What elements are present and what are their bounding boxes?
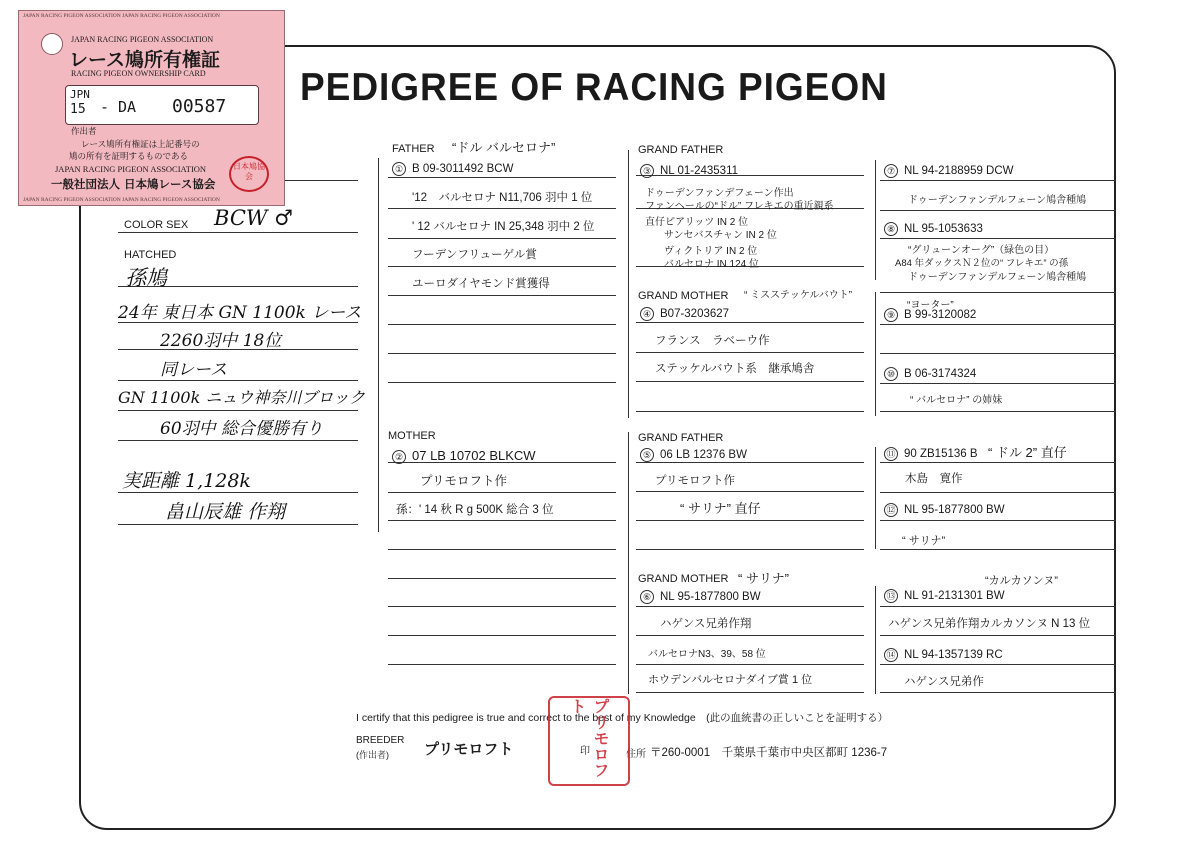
ownership-card xyxy=(18,10,285,206)
card-title-en: RACING PIGEON OWNERSHIP CARD xyxy=(71,69,206,78)
ring-number: NL 95-1053633 xyxy=(904,223,983,236)
gp-rule xyxy=(636,462,864,463)
ggp-rule xyxy=(880,635,1116,636)
card-assoc-footer: JAPAN RACING PIGEON ASSOCIATION xyxy=(55,164,207,174)
ggp-name: “ヨーター” xyxy=(907,300,954,311)
ggp-note: ドゥーデンファンデルフェーン鳩舎種鳩 xyxy=(908,195,1087,206)
ggp-note: ハゲンス兄弟作 xyxy=(904,676,984,688)
card-country: JPN xyxy=(70,88,90,101)
father-rule xyxy=(388,208,616,209)
father-record: ' 12 バルセロナ IN 25,348 羽中 2 位 xyxy=(412,221,595,233)
ggp-rule xyxy=(880,411,1116,412)
father-record: ユーロダイヤモンド賞獲得 xyxy=(412,278,550,290)
address-label: 住所 xyxy=(626,749,646,760)
father-label: FATHER xyxy=(392,143,435,155)
ggp-rule xyxy=(880,664,1116,665)
handwritten-line: 孫鳩 xyxy=(125,266,167,290)
association-seal: 日本鳩協会 xyxy=(229,156,269,192)
ggp-rule xyxy=(880,520,1116,521)
gp-rule xyxy=(636,352,864,353)
breeder-label-jp: (作出者) xyxy=(356,750,389,760)
ggp-ring xyxy=(884,589,1005,603)
grandmother-note: ハゲンス兄弟作翔 xyxy=(660,618,752,630)
ggp-rule xyxy=(880,324,1116,325)
card-issuer-label: 作出者 xyxy=(71,127,97,137)
grandfather-label: GRAND FATHER xyxy=(638,144,724,156)
grandfather-note: 直仔ピアリッツ IN 2 位 xyxy=(645,217,749,228)
grandmother-note: ステッケルバウト系 継承鳩舎 xyxy=(655,363,815,375)
mother-rule xyxy=(388,664,616,665)
grandfather-label: GRAND FATHER xyxy=(638,432,724,444)
grandmother-ring xyxy=(640,590,761,604)
pedigree-index: ⑨ xyxy=(884,308,898,322)
ggp-note: ドゥーデンファンデルフェーン鳩舎種鳩 xyxy=(908,272,1087,283)
father-name: “ドル バルセロナ” xyxy=(452,140,556,155)
ggp-rule xyxy=(880,238,1116,239)
grandmother-name: “ ミスステッケルバウト” xyxy=(744,290,853,301)
card-number: 00587 xyxy=(172,96,227,117)
pedigree-index: ③ xyxy=(640,164,654,178)
card-year: 15 xyxy=(70,102,86,117)
card-dash: - xyxy=(100,98,110,116)
father-rule xyxy=(388,382,616,383)
card-title-jp: レース鳩所有権証 xyxy=(69,49,221,71)
gp-rule xyxy=(636,491,864,492)
gp-rule xyxy=(636,692,864,693)
grandmother-name: “ サリナ” xyxy=(738,571,790,586)
punch-hole xyxy=(41,33,63,55)
pedigree-index: ⑥ xyxy=(640,590,654,604)
grandfather-note: ドゥーデンファンデフェーン作出 xyxy=(645,188,794,199)
hatched-label: HATCHED xyxy=(124,249,177,261)
ggp-ring xyxy=(884,222,983,236)
grandmother-note: ホウデンバルセロナダイブ賞 1 位 xyxy=(648,674,813,686)
ggp-ring xyxy=(884,164,1014,178)
mother-label: MOTHER xyxy=(388,430,436,442)
gp-rule xyxy=(636,411,864,412)
band-number-box xyxy=(65,85,259,125)
ggp-name: “ ドル 2” 直仔 xyxy=(988,445,1067,460)
mother-record: プリモロフト作 xyxy=(420,474,508,488)
subject-rule xyxy=(118,440,358,441)
grandfather-note: プリモロフト作 xyxy=(655,475,736,487)
ggp-rule xyxy=(880,353,1116,354)
grandfather-note: ヴィクトリア IN 2 位 xyxy=(664,246,758,257)
grandfather-note: “ サリナ” 直仔 xyxy=(680,501,761,516)
ggp-note: A84 年ダックスＮ２位の“ フレキエ” の孫 xyxy=(895,258,1069,269)
tree-connector-gm2 xyxy=(875,586,876,694)
ggp-rule xyxy=(880,606,1116,607)
seal-text: プリモロフト xyxy=(568,698,610,778)
gp-rule xyxy=(636,635,864,636)
tree-connector-gf2 xyxy=(875,447,876,549)
mother-ring xyxy=(392,448,536,464)
gp-rule xyxy=(636,322,864,323)
gp-rule xyxy=(636,520,864,521)
ring-number: 06 LB 12376 BW xyxy=(660,449,747,462)
handwritten-line: 畠山辰雄 作翔 xyxy=(165,501,286,523)
pedigree-index: ⑫ xyxy=(884,503,898,517)
ggp-ring xyxy=(884,503,1005,517)
mother-record: 孫：' 14 秋 R g 500K 総合 3 位 xyxy=(396,504,554,516)
pedigree-index: ⑩ xyxy=(884,367,898,381)
ring-number: 90 ZB15136 B xyxy=(904,448,978,461)
father-rule xyxy=(388,177,616,178)
tree-connector-mother xyxy=(628,432,629,694)
tree-connector-subject xyxy=(378,158,379,532)
mother-rule xyxy=(388,635,616,636)
card-edge-text: JAPAN RACING PIGEON ASSOCIATION JAPAN RACING PIGEON ASSOCIATION xyxy=(23,13,220,19)
pedigree-index: ④ xyxy=(640,307,654,321)
gp-rule xyxy=(636,664,864,665)
father-rule xyxy=(388,266,616,267)
pedigree-index: ⑦ xyxy=(884,164,898,178)
father-ring xyxy=(392,162,513,176)
breeder-label: BREEDER xyxy=(356,735,405,746)
ggp-ring xyxy=(884,447,978,461)
handwritten-line: 60羽中 総合優勝有り xyxy=(160,419,324,439)
ggp-note: “グリューンオーグ”（緑色の目） xyxy=(908,245,1055,256)
ggp-ring xyxy=(884,367,976,381)
ggp-rule xyxy=(880,462,1116,463)
color-sex-value: BCW ♂ xyxy=(214,206,293,230)
grandmother-note: バルセロナN3、39、58 位 xyxy=(648,649,766,660)
ggp-note: ハゲンス兄弟作翔カルカソンヌ N 13 位 xyxy=(888,618,1091,630)
ggp-note: 木島 寛作 xyxy=(905,473,963,485)
ggp-rule xyxy=(880,180,1116,181)
card-note: 鳩の所有を証明するものである xyxy=(69,152,189,162)
gp-rule xyxy=(636,549,864,550)
ring-number: NL 95-1877800 BW xyxy=(660,591,761,604)
card-code: DA xyxy=(118,98,137,116)
handwritten-line: 同レース xyxy=(160,360,228,380)
ggp-name: “カルカソンヌ” xyxy=(985,575,1058,587)
grandmother-label: GRAND MOTHER xyxy=(638,573,729,585)
tree-connector-gm1 xyxy=(875,292,876,416)
handwritten-line: 実距離 1,128k xyxy=(122,470,251,492)
ring-number: NL 91-2131301 BW xyxy=(904,590,1005,603)
pedigree-index: ① xyxy=(392,162,406,176)
grandmother-ring xyxy=(640,307,729,321)
ring-number: B07-3203627 xyxy=(660,308,730,321)
grandfather-ring xyxy=(640,448,747,462)
handwritten-line: 24年 東日本 GN 1100k レース xyxy=(118,303,362,323)
ggp-note: “ サリナ” xyxy=(902,535,946,547)
mother-rule xyxy=(388,549,616,550)
subject-rule xyxy=(118,380,358,381)
ggp-rule xyxy=(880,383,1116,384)
pedigree-index: ⑬ xyxy=(884,589,898,603)
card-assoc-en: JAPAN RACING PIGEON ASSOCIATION xyxy=(71,35,214,44)
ggp-rule xyxy=(880,492,1116,493)
certify-statement: I certify that this pedigree is true and correct to the best of my Knowledge (此の血統書の正しいことを証明する） xyxy=(356,712,889,724)
father-rule xyxy=(388,353,616,354)
ggp-ring xyxy=(884,308,976,322)
subject-rule xyxy=(118,232,358,233)
mother-rule xyxy=(388,578,616,579)
ring-number: B 99-3120082 xyxy=(904,309,977,322)
ring-number: B 09-3011492 BCW xyxy=(412,163,514,176)
gp-rule xyxy=(636,606,864,607)
ggp-rule xyxy=(880,692,1116,693)
grandfather-note: ファンヘールの“ドル” フレキエの重近親系 xyxy=(645,201,834,212)
ggp-rule xyxy=(880,292,1116,293)
father-rule xyxy=(388,324,616,325)
card-note: レース鳩所有権証は上記番号の xyxy=(81,140,200,150)
breeder-address: 〒260-0001 千葉県千葉市中央区都町 1236-7 xyxy=(650,747,888,759)
subject-rule xyxy=(118,410,358,411)
card-edge-text: JAPAN RACING PIGEON ASSOCIATION JAPAN RACING PIGEON ASSOCIATION xyxy=(23,197,220,203)
breeder-seal xyxy=(548,696,630,786)
father-record: '12 バルセロナ N11,706 羽中 1 位 xyxy=(412,192,593,204)
grandfather-note: サンセバスチャン IN 2 位 xyxy=(664,230,777,241)
card-assoc-jp: 一般社団法人 日本鳩レース協会 xyxy=(51,177,216,191)
mother-rule xyxy=(388,492,616,493)
father-rule xyxy=(388,238,616,239)
ring-number: B 06-3174324 xyxy=(904,368,977,381)
pedigree-index: ⑧ xyxy=(884,222,898,236)
ggp-note: “ バルセロナ” の姉妹 xyxy=(910,395,1003,406)
handwritten-line: GN 1100k ニュウ神奈川ブロック xyxy=(118,388,366,407)
pedigree-index: ⑪ xyxy=(884,447,898,461)
gp-rule xyxy=(636,381,864,382)
pedigree-index: ② xyxy=(392,450,406,464)
grandfather-ring xyxy=(640,164,738,178)
pedigree-index: ⑤ xyxy=(640,448,654,462)
color-sex-label: COLOR SEX xyxy=(124,219,189,231)
father-record: フーデンフリューゲル賞 xyxy=(412,249,537,261)
breeder-name: プリモロフト xyxy=(424,741,514,758)
ring-number: NL 95-1877800 BW xyxy=(904,504,1005,517)
grandmother-label: GRAND MOTHER xyxy=(638,290,729,302)
ggp-ring xyxy=(884,648,1003,662)
mother-rule xyxy=(388,606,616,607)
subject-rule xyxy=(118,524,358,525)
handwritten-line: 2260羽中 18位 xyxy=(160,331,282,351)
page-title: PEDIGREE OF RACING PIGEON xyxy=(300,66,888,109)
seal-mark: 印 xyxy=(580,746,590,757)
ggp-rule xyxy=(880,549,1116,550)
ring-number: NL 01-2435311 xyxy=(660,165,739,178)
tree-connector-father xyxy=(628,150,629,418)
mother-rule xyxy=(388,520,616,521)
ring-number: NL 94-2188959 DCW xyxy=(904,165,1014,178)
pedigree-index: ⑭ xyxy=(884,648,898,662)
ggp-rule xyxy=(880,210,1116,211)
grandmother-note: フランス ラベーウ作 xyxy=(655,335,770,347)
tree-connector-gf1 xyxy=(875,160,876,280)
ring-number: 07 LB 10702 BLKCW xyxy=(412,448,536,463)
ring-number: NL 94-1357139 RC xyxy=(904,649,1003,662)
grandfather-note: バルセロナ IN 124 位 xyxy=(664,259,760,270)
father-rule xyxy=(388,295,616,296)
